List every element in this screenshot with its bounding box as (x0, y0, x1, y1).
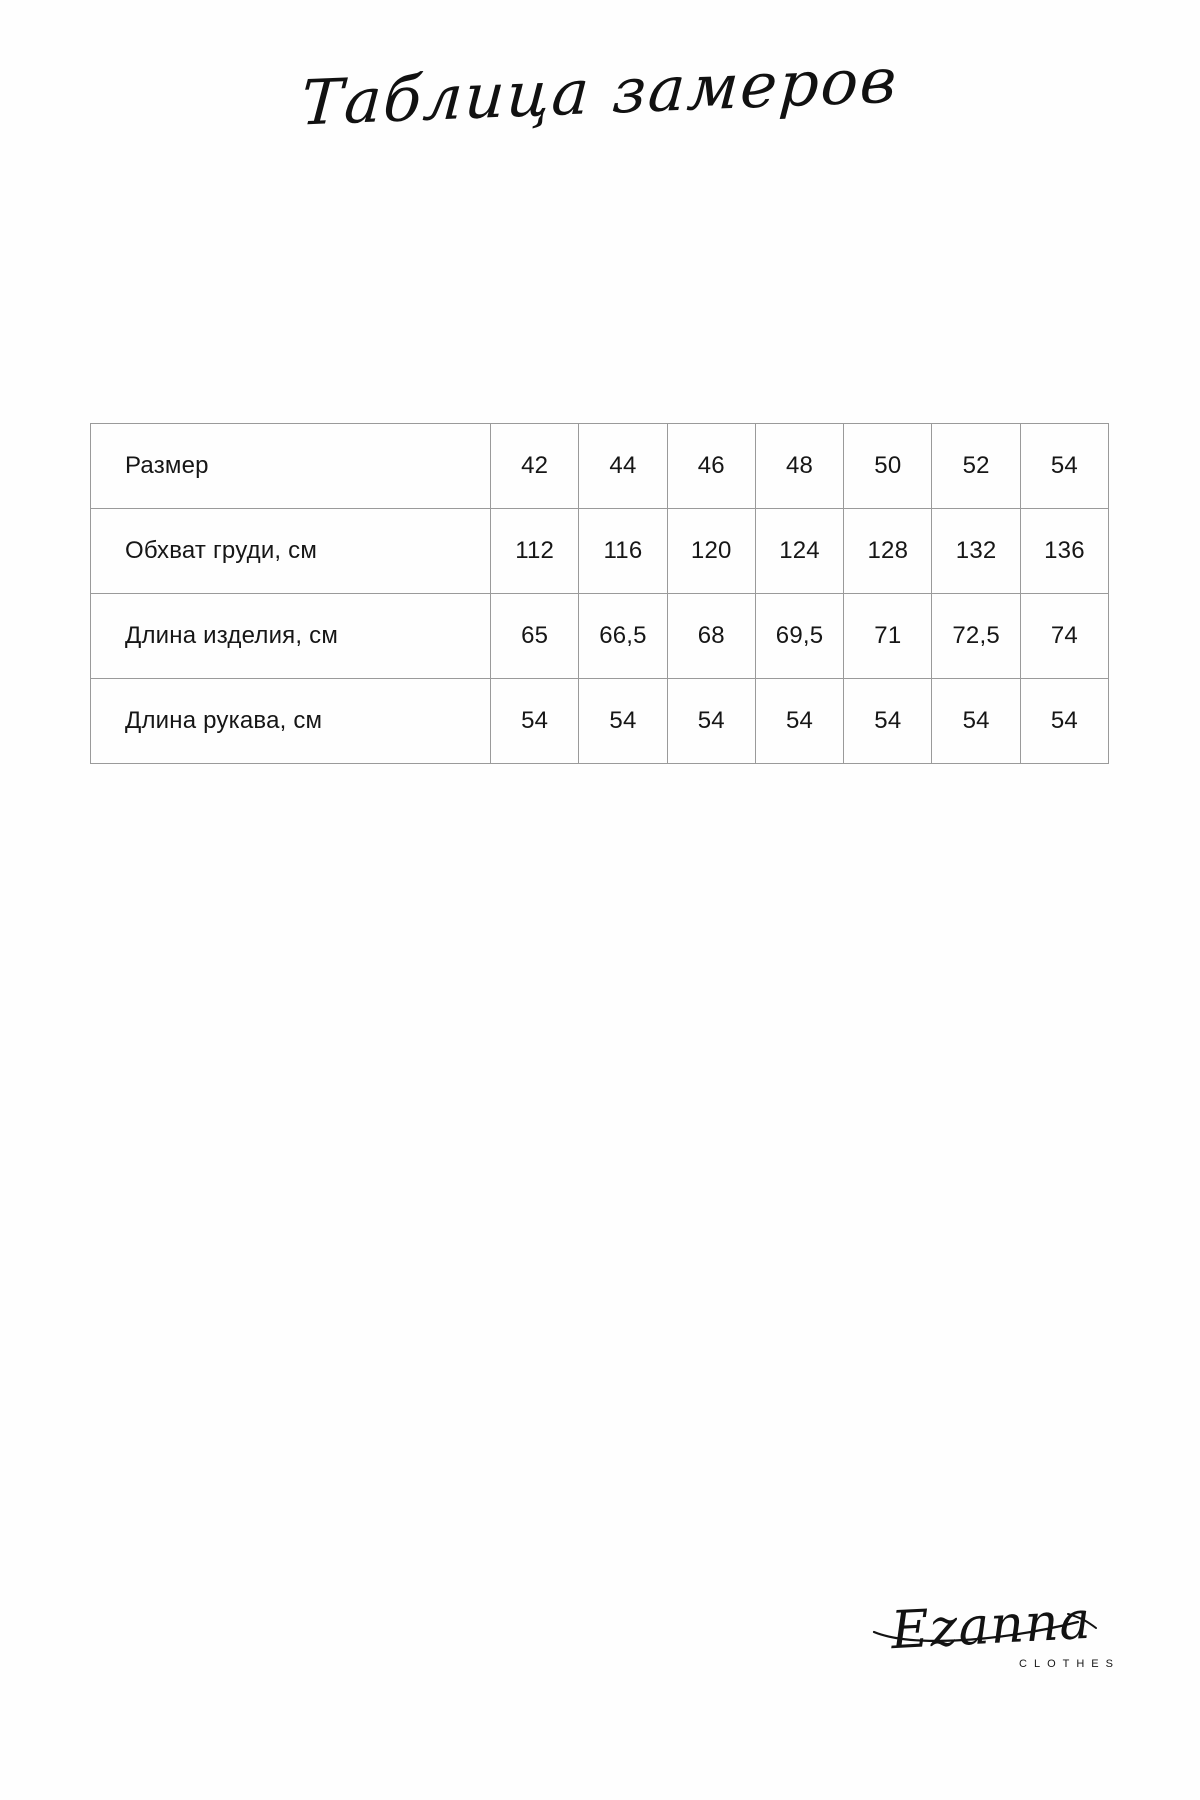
cell-chest-54: 136 (1020, 509, 1108, 594)
page-title-container (0, 43, 1200, 140)
row-label-size: Размер (91, 424, 491, 509)
table-row (91, 509, 1109, 594)
cell-chest-46: 120 (667, 509, 755, 594)
row-label-chest: Обхват груди, см (91, 509, 491, 594)
cell-sleeve-54: 54 (1020, 679, 1108, 764)
cell-size-54: 54 (1020, 424, 1108, 509)
cell-size-42: 42 (491, 424, 579, 509)
cell-length-42: 65 (491, 594, 579, 679)
cell-chest-42: 112 (491, 509, 579, 594)
cell-sleeve-50: 54 (844, 679, 932, 764)
page-title: Таблица замеров (299, 43, 901, 140)
cell-length-52: 72,5 (932, 594, 1020, 679)
cell-sleeve-46: 54 (667, 679, 755, 764)
cell-size-52: 52 (932, 424, 1020, 509)
cell-chest-44: 116 (579, 509, 667, 594)
cell-length-44: 66,5 (579, 594, 667, 679)
table-row (91, 424, 1109, 509)
cell-length-46: 68 (667, 594, 755, 679)
cell-size-50: 50 (844, 424, 932, 509)
cell-sleeve-48: 54 (755, 679, 843, 764)
row-label-length: Длина изделия, см (91, 594, 491, 679)
cell-sleeve-52: 54 (932, 679, 1020, 764)
brand-logo-subtitle: CLOTHES (1019, 1658, 1120, 1670)
cell-length-50: 71 (844, 594, 932, 679)
cell-size-44: 44 (579, 424, 667, 509)
row-label-sleeve: Длина рукава, см (91, 679, 491, 764)
size-table-container (90, 423, 1108, 764)
table-row (91, 679, 1109, 764)
cell-sleeve-44: 54 (579, 679, 667, 764)
size-table (90, 423, 1109, 764)
cell-size-46: 46 (667, 424, 755, 509)
cell-length-54: 74 (1020, 594, 1108, 679)
cell-sleeve-42: 54 (491, 679, 579, 764)
brand-logo (856, 1590, 1126, 1670)
table-row (91, 594, 1109, 679)
cell-chest-48: 124 (755, 509, 843, 594)
cell-chest-52: 132 (932, 509, 1020, 594)
cell-size-48: 48 (755, 424, 843, 509)
cell-chest-50: 128 (844, 509, 932, 594)
brand-logo-mark: Ezanna (889, 1590, 1093, 1662)
cell-length-48: 69,5 (755, 594, 843, 679)
